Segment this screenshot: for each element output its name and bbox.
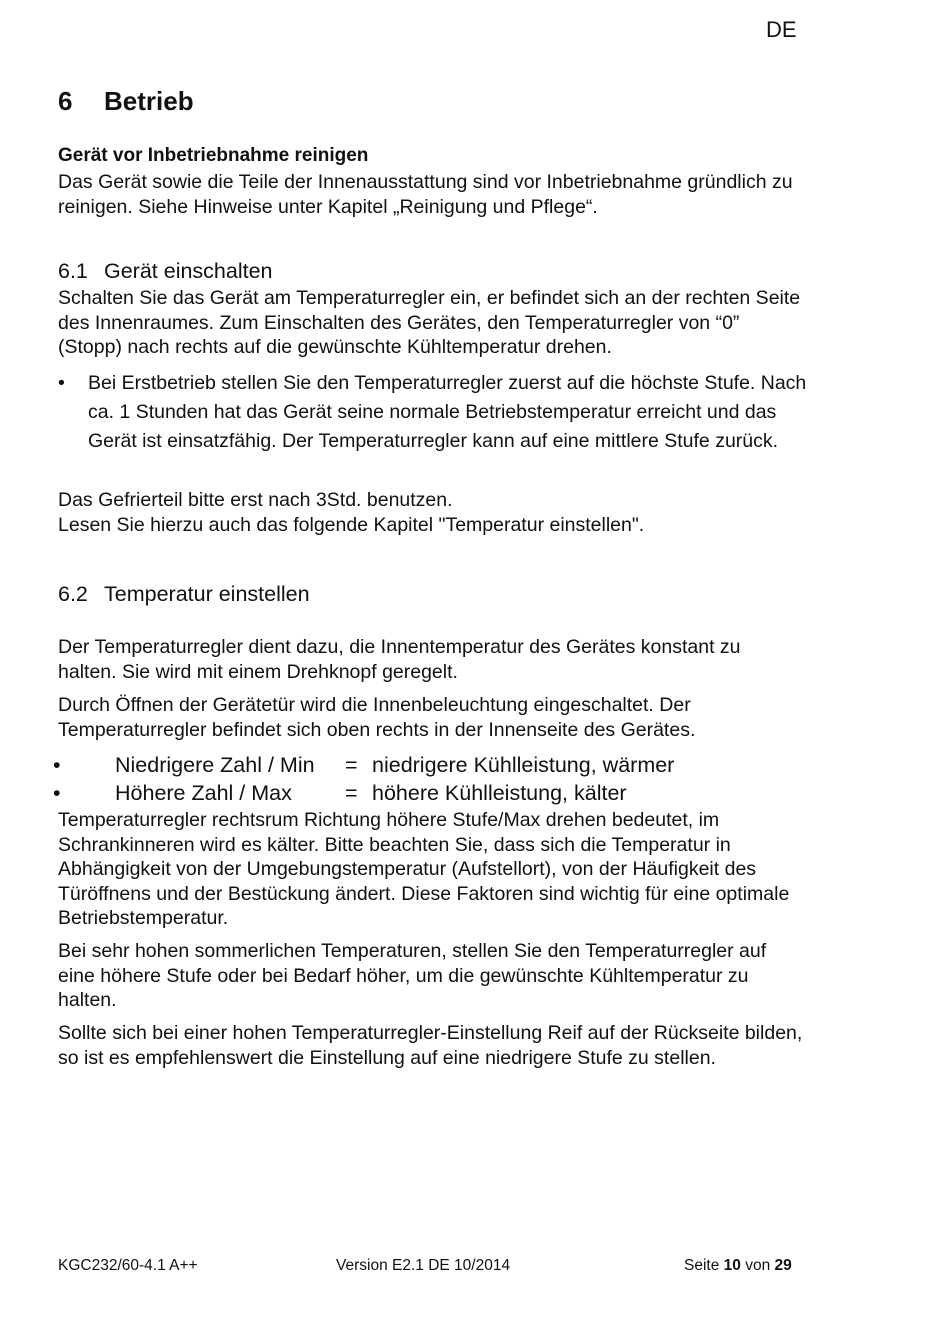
text-line: Das Gerät sowie die Teile der Innenausstattung sind vor Inbetriebnahme gründlich zu [58,171,793,193]
section-number: 6.1 [58,259,88,283]
text-line: Betriebstemperatur. [58,907,229,929]
text-line: Abhängigkeit von der Umgebungstemperatur (Aufstellort), von der Häufigkeit des [58,858,757,880]
footer-model: KGC232/60-4.1 A++ [58,1257,198,1274]
text-line: ca. 1 Stunden hat das Gerät seine normale Betriebstemperatur erreicht und das [88,401,777,423]
footer-page-number [684,1257,792,1275]
text-line: Gerät ist einsatzfähig. Der Temperaturregler kann auf eine mittlere Stufe zurück. [88,430,779,452]
page-mid: von [745,1257,771,1274]
text-line: Sollte sich bei einer hohen Temperaturregler-Einstellung Reif auf der Rückseite bilden, [58,1022,803,1044]
text-line: so ist es empfehlenswert die Einstellung auf eine niedrigere Stufe zu stellen. [58,1046,716,1069]
section-number: 6 [58,86,73,116]
page-total: 29 [774,1257,792,1274]
text-line: Schrankinneren wird es kälter. Bitte beachten Sie, dass sich die Temperatur in [58,833,731,856]
section-title: Temperatur einstellen [104,582,310,606]
bullet-icon: • [58,372,65,394]
text-line: eine höhere Stufe oder bei Bedarf höher, um die gewünschte Kühltemperatur zu [58,964,749,987]
footer-version: Version E2.1 DE 10/2014 [336,1257,511,1274]
summer-paragraph [58,939,888,1013]
text-line: Temperaturregler befindet sich oben rechts in der Innenseite des Gerätes. [58,718,696,741]
thermostat-paragraph [58,635,888,684]
switch-on-paragraph [58,286,888,360]
rotation-paragraph [58,808,888,931]
section-number: 6.2 [58,582,88,606]
section-6-2-heading [58,582,310,607]
freezer-note [58,488,888,537]
cleaning-subheading: Gerät vor Inbetriebnahme reinigen [58,145,369,166]
text-line: halten. [58,989,117,1011]
frost-paragraph [58,1021,898,1070]
page-prefix: Seite [684,1257,720,1274]
page-current: 10 [723,1257,741,1274]
text-line: halten. Sie wird mit einem Drehknopf geregelt. [58,660,458,683]
section-6-1-heading [58,259,273,284]
section-6-heading [58,86,194,117]
bullet-icon: • [53,753,61,777]
setting-label: Höhere Zahl / Max [115,781,292,805]
text-line: des Innenraumes. Zum Einschalten des Gerätes, den Temperaturregler von “0” [58,311,740,334]
equals-sign: = [345,753,358,777]
light-paragraph [58,693,888,742]
equals-sign: = [345,781,358,805]
text-line: Durch Öffnen der Gerätetür wird die Innenbeleuchtung eingeschaltet. Der [58,694,691,716]
setting-effect: niedrigere Kühlleistung, wärmer [372,753,675,777]
text-line: Das Gefrierteil bitte erst nach 3Std. benutzen. [58,489,453,511]
text-line: reinigen. Siehe Hinweise unter Kapitel „Reinigung und Pflege“. [58,195,598,218]
section-title: Gerät einschalten [104,259,273,283]
text-line: Temperaturregler rechtsrum Richtung höhere Stufe/Max drehen bedeutet, im [58,809,720,831]
text-line: (Stopp) nach rechts auf die gewünschte Kühltemperatur drehen. [58,336,612,358]
setting-effect: höhere Kühlleistung, kälter [372,781,627,805]
section-title: Betrieb [104,86,194,116]
text-line: Bei Erstbetrieb stellen Sie den Temperaturregler zuerst auf die höchste Stufe. Nach [88,372,807,394]
text-line: Schalten Sie das Gerät am Temperaturregler ein, er befindet sich an der rechten Seite [58,287,801,309]
text-line: Türöffnens und der Bestückung ändert. Diese Faktoren sind wichtig für eine optimale [58,882,790,905]
cleaning-paragraph [58,170,878,219]
text-line: Bei sehr hohen sommerlichen Temperaturen, stellen Sie den Temperaturregler auf [58,940,767,962]
bullet-icon: • [53,781,61,805]
text-line: Der Temperaturregler dient dazu, die Innentemperatur des Gerätes konstant zu [58,636,741,658]
setting-label: Niedrigere Zahl / Min [115,753,315,777]
first-use-bullet [58,369,888,456]
language-code: DE [766,17,797,42]
text-line: Lesen Sie hierzu auch das folgende Kapitel "Temperatur einstellen". [58,513,645,536]
